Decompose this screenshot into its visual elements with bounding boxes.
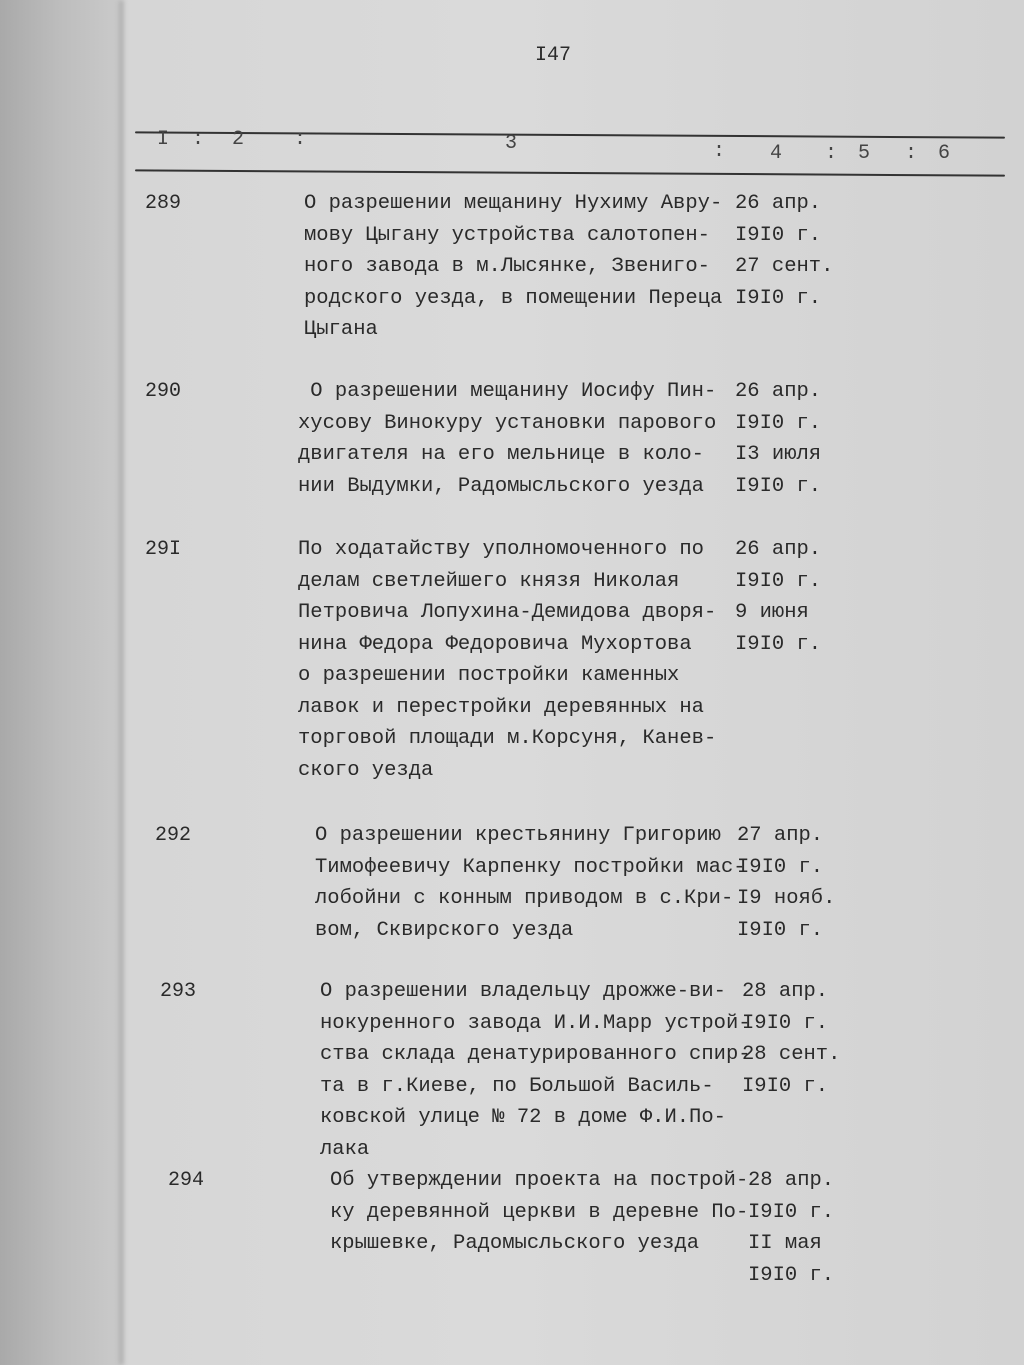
description-line: вом, Сквирского уезда	[315, 918, 574, 942]
entry-description	[298, 534, 716, 786]
entry-dates	[735, 376, 821, 502]
entry-dates	[737, 820, 835, 946]
date-line: I9 нояб.	[737, 887, 836, 910]
description-line: родского уезда, в помещении Переца	[304, 286, 723, 310]
date-line: 27 сент.	[735, 255, 834, 278]
entry-description	[298, 376, 716, 502]
entry-dates	[748, 1165, 834, 1291]
description-line: О разрешении мещанину Иосифу Пин-	[298, 380, 717, 403]
description-line: о разрешении постройки каменных	[298, 664, 680, 687]
page-gutter	[118, 0, 124, 1365]
entry-description	[315, 820, 746, 946]
header-sep: :	[713, 140, 726, 163]
header-col-1: I	[157, 128, 170, 151]
date-line: 9 июня	[735, 601, 809, 624]
header-rule-top	[135, 131, 1005, 138]
header-col-6: 6	[938, 142, 951, 165]
header-sep: :	[294, 128, 307, 151]
date-line: 27 апр.	[737, 824, 824, 847]
page-number: I47	[535, 44, 572, 67]
date-line: I9I0 г.	[735, 223, 822, 247]
description-line: та в г.Киеве, по Большой Василь-	[320, 1074, 714, 1098]
description-line: двигателя на его мельнице в коло-	[298, 443, 704, 466]
header-sep: :	[192, 128, 205, 151]
date-line: I9I0 г.	[735, 411, 822, 435]
date-line: I9I0 г.	[735, 474, 822, 498]
description-line: торговой площади м.Корсуня, Канев-	[298, 727, 717, 750]
date-line: 28 апр.	[748, 1169, 835, 1192]
description-line: О разрешении мещанину Нухиму Авру-	[304, 192, 723, 215]
entry-number: 293	[160, 980, 197, 1003]
description-line: лобойни с конным приводом в с.Кри-	[315, 887, 734, 910]
date-line: II мая	[748, 1232, 822, 1255]
header-sep: :	[905, 142, 918, 165]
description-line: ку деревянной церкви в деревне По-	[330, 1200, 749, 1224]
header-sep: :	[825, 142, 838, 165]
entry-description	[330, 1165, 748, 1260]
date-line: I9I0 г.	[737, 855, 824, 879]
date-line: 28 апр.	[742, 980, 829, 1003]
date-line: I9I0 г.	[748, 1263, 835, 1287]
date-line: I9I0 г.	[742, 1074, 829, 1098]
description-line: крышевке, Радомысльского уезда	[330, 1232, 700, 1255]
date-line: I9I0 г.	[735, 632, 822, 656]
header-col-4: 4	[770, 142, 783, 165]
date-line: 26 апр.	[735, 192, 822, 215]
entry-number: 289	[145, 192, 182, 215]
entry-description	[320, 976, 751, 1165]
date-line: I9I0 г.	[748, 1200, 835, 1224]
description-line: Цыгана	[304, 318, 378, 341]
entry-number: 292	[155, 824, 192, 847]
date-line: I9I0 г.	[742, 1011, 829, 1035]
header-col-3: 3	[505, 132, 518, 155]
header-col-2: 2	[232, 128, 245, 151]
date-line: I9I0 г.	[735, 286, 822, 310]
description-line: делам светлейшего князя Николая	[298, 569, 680, 593]
description-line: лавок и перестройки деревянных на	[298, 695, 704, 719]
entry-number: 29I	[145, 538, 182, 561]
date-line: I9I0 г.	[735, 569, 822, 593]
description-line: хусову Винокуру установки парового	[298, 411, 717, 435]
entry-dates	[735, 188, 833, 314]
description-line: лака	[320, 1137, 370, 1161]
date-line: I9I0 г.	[737, 918, 824, 942]
description-line: ковской улице № 72 в доме Ф.И.По-	[320, 1106, 726, 1129]
description-line: ского уезда	[298, 758, 434, 782]
description-line: О разрешении владельцу дрожже-ви-	[320, 980, 726, 1003]
date-line: 26 апр.	[735, 538, 822, 561]
entry-dates	[742, 976, 840, 1102]
description-line: Об утверждении проекта на построй-	[330, 1169, 749, 1192]
description-line: Петровича Лопухина-Демидова дворя-	[298, 601, 717, 624]
description-line: нокуренного завода И.И.Марр устрой-	[320, 1011, 751, 1035]
description-line: ного завода в м.Лысянке, Звениго-	[304, 255, 710, 278]
entry-number: 294	[168, 1169, 205, 1192]
date-line: 26 апр.	[735, 380, 822, 403]
description-line: нии Выдумки, Радомысльского уезда	[298, 474, 704, 498]
entry-description	[304, 188, 722, 346]
date-line: 28 сент.	[742, 1043, 841, 1066]
entry-number: 290	[145, 380, 182, 403]
description-line: ства склада денатурированного спир-	[320, 1043, 751, 1066]
date-line: I3 июля	[735, 443, 822, 466]
entry-dates	[735, 534, 821, 660]
description-line: О разрешении крестьянину Григорию	[315, 824, 721, 847]
description-line: По ходатайству уполномоченного по	[298, 538, 704, 561]
description-line: мову Цыгану устройства салотопен-	[304, 223, 710, 247]
description-line: нина Федора Федоровича Мухортова	[298, 632, 692, 656]
description-line: Тимофеевичу Карпенку постройки мас-	[315, 855, 746, 879]
header-rule-bottom	[135, 169, 1005, 176]
header-col-5: 5	[858, 142, 871, 165]
